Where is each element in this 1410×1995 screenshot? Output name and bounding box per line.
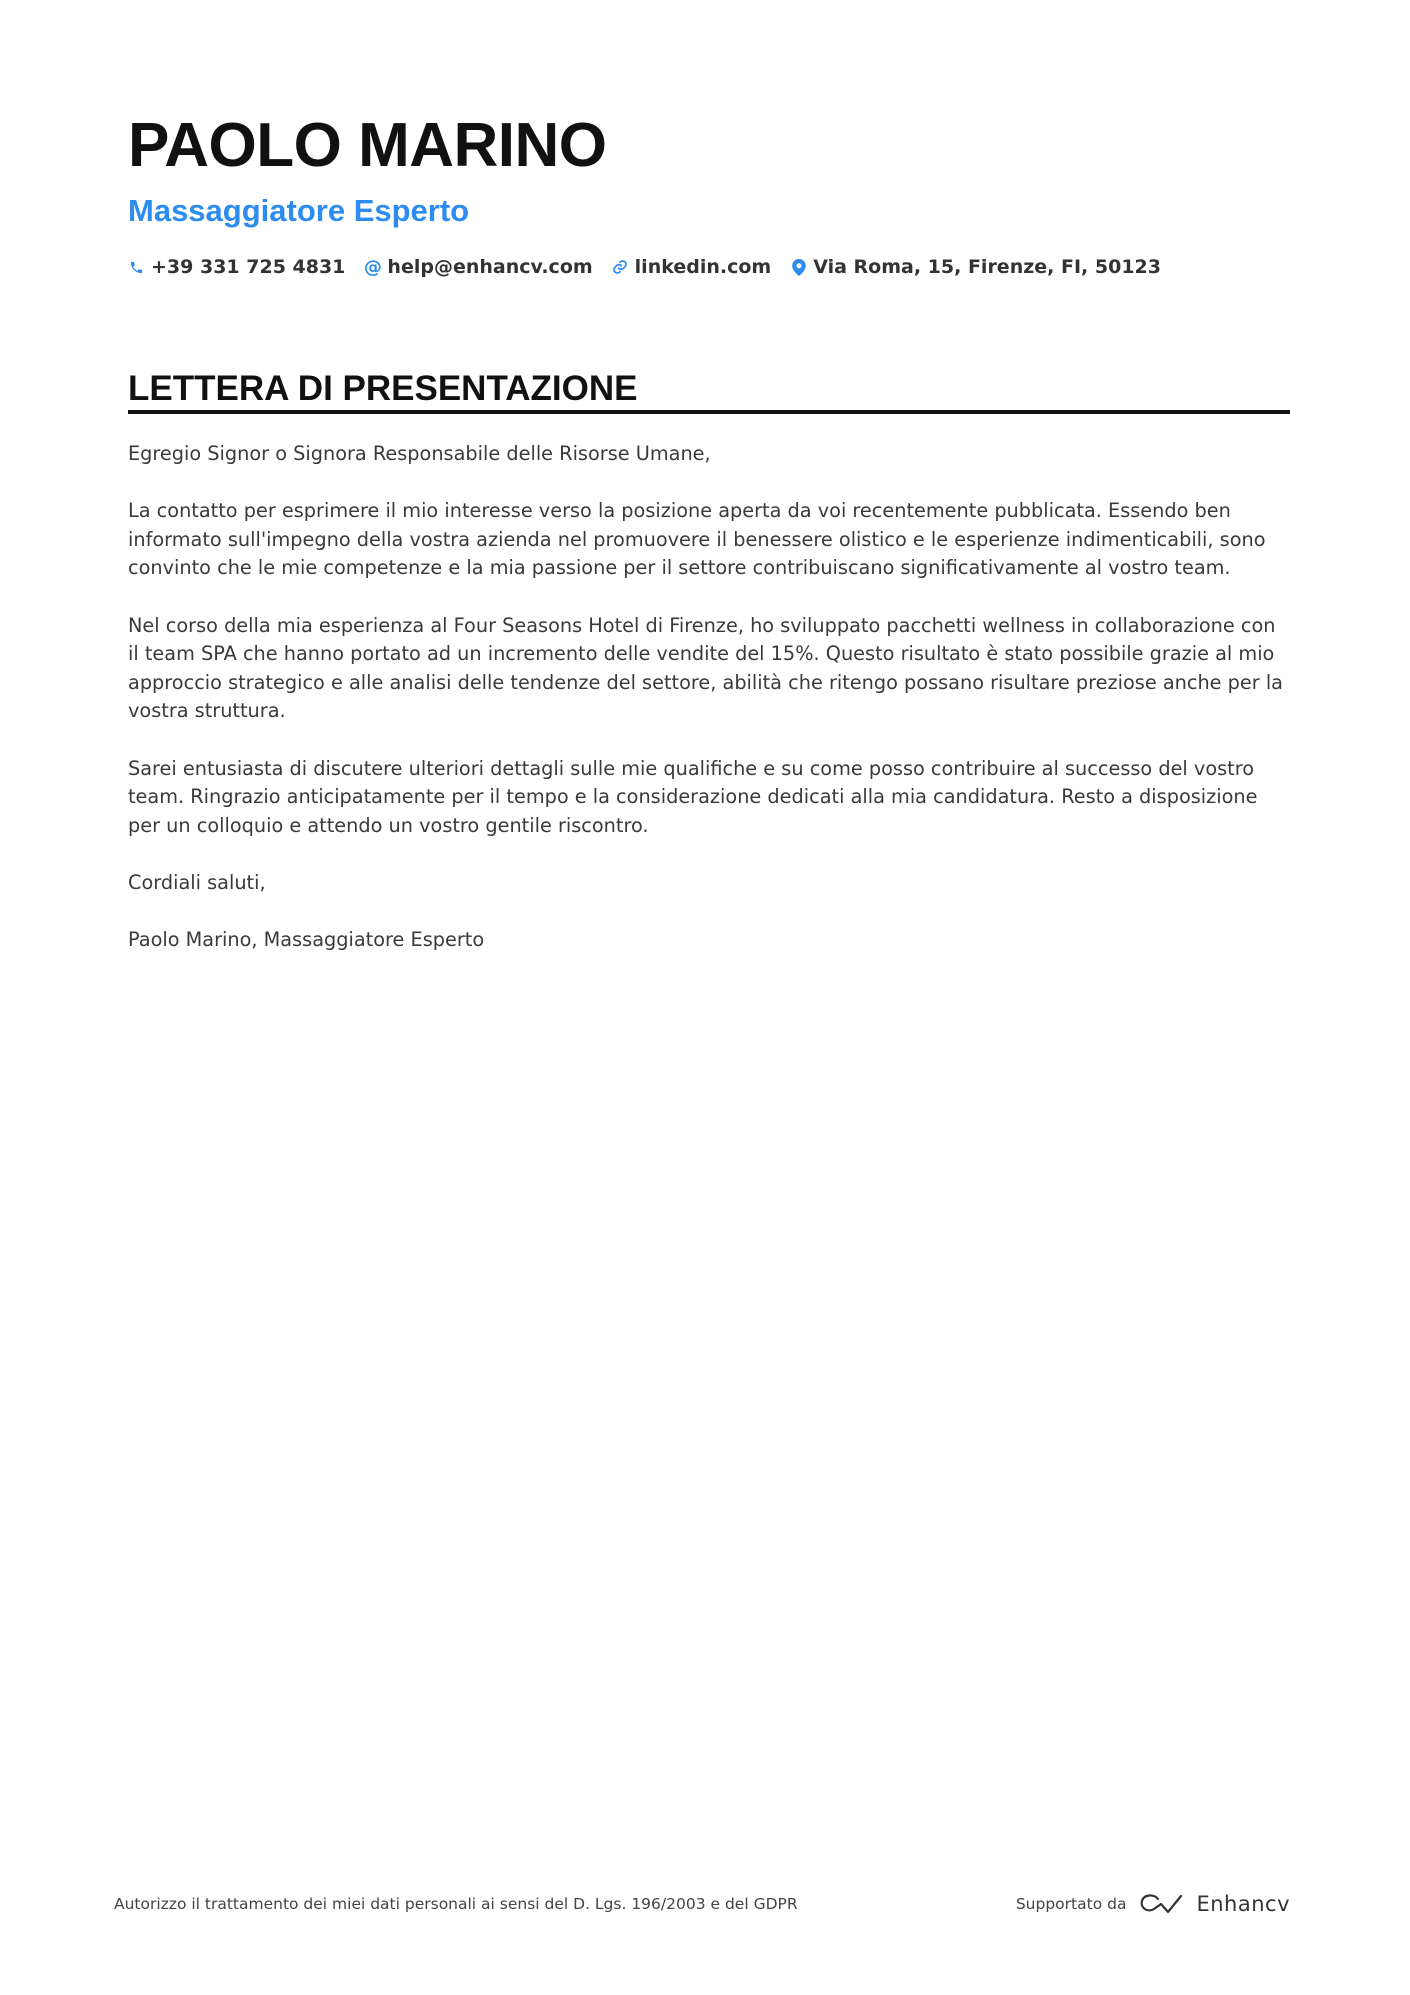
- job-title: Massaggiatore Esperto: [128, 193, 470, 228]
- candidate-name: PAOLO MARINO: [128, 111, 607, 180]
- phone-number: +39 331 725 4831: [151, 256, 346, 278]
- enhancv-logo-icon: [1138, 1892, 1184, 1916]
- linkedin-url: linkedin.com: [634, 256, 772, 278]
- contact-bar: [128, 252, 1180, 282]
- postal-address: Via Roma, 15, Firenze, FI, 50123: [813, 256, 1161, 278]
- contact-email: [364, 256, 592, 278]
- brand-name: Enhancv: [1196, 1892, 1290, 1916]
- letter-paragraph: Nel corso della mia esperienza al Four Seasons Hotel di Firenze, ho sviluppato pacchetti wellness in collaborazione con il team SPA che hanno portato ad un incremento delle vendite del 15%. Questo risultato è stato possibile grazie al mio approccio strategico e alle analisi delle tendenze del settore, abilità che ritengo possano risultare preziose anche per la vostra struttura.: [128, 613, 1283, 723]
- gdpr-consent: Autorizzo il trattamento dei miei dati personali ai sensi del D. Lgs. 196/2003 e del GDPR: [114, 1895, 798, 1913]
- letter-body: [128, 440, 1290, 983]
- letter-paragraph: Sarei entusiasta di discutere ulteriori dettagli sulle mie qualifiche e su come posso contribuire al successo del vostro team. Ringrazio anticipatamente per il tempo e la considerazione dedicati alla mia candidatura. Resto a disposizione per un colloquio e attendo un vostro gentile riscontro.: [128, 756, 1258, 837]
- location-pin-icon: [790, 257, 807, 277]
- salutation: Egregio Signor o Signora Responsabile delle Risorse Umane,: [128, 442, 711, 465]
- powered-by: [1016, 1884, 1290, 1924]
- section-divider: [128, 410, 1290, 414]
- section-title: LETTERA DI PRESENTAZIONE: [128, 369, 638, 408]
- link-icon: [612, 257, 629, 277]
- letter-paragraph: La contatto per esprimere il mio interesse verso la posizione aperta da voi recentemente pubblicata. Essendo ben informato sull'impegno della vostra azienda nel promuovere il benessere olistico e le esperienze indimenticabili, sono convinto che le mie competenze e la mia passione per il settore contribuiscano significativamente al vostro team.: [128, 499, 1266, 580]
- contact-phone: [128, 256, 345, 278]
- closing: Cordiali saluti,: [128, 870, 266, 894]
- supported-by-label: Supportato da: [1015, 1895, 1127, 1913]
- contact-linkedin: [612, 256, 772, 278]
- contact-address: [790, 256, 1161, 278]
- phone-icon: [128, 257, 145, 277]
- signature: Paolo Marino, Massaggiatore Esperto: [128, 928, 485, 952]
- email-address: help@enhancv.com: [387, 256, 593, 278]
- at-icon: @: [363, 256, 382, 278]
